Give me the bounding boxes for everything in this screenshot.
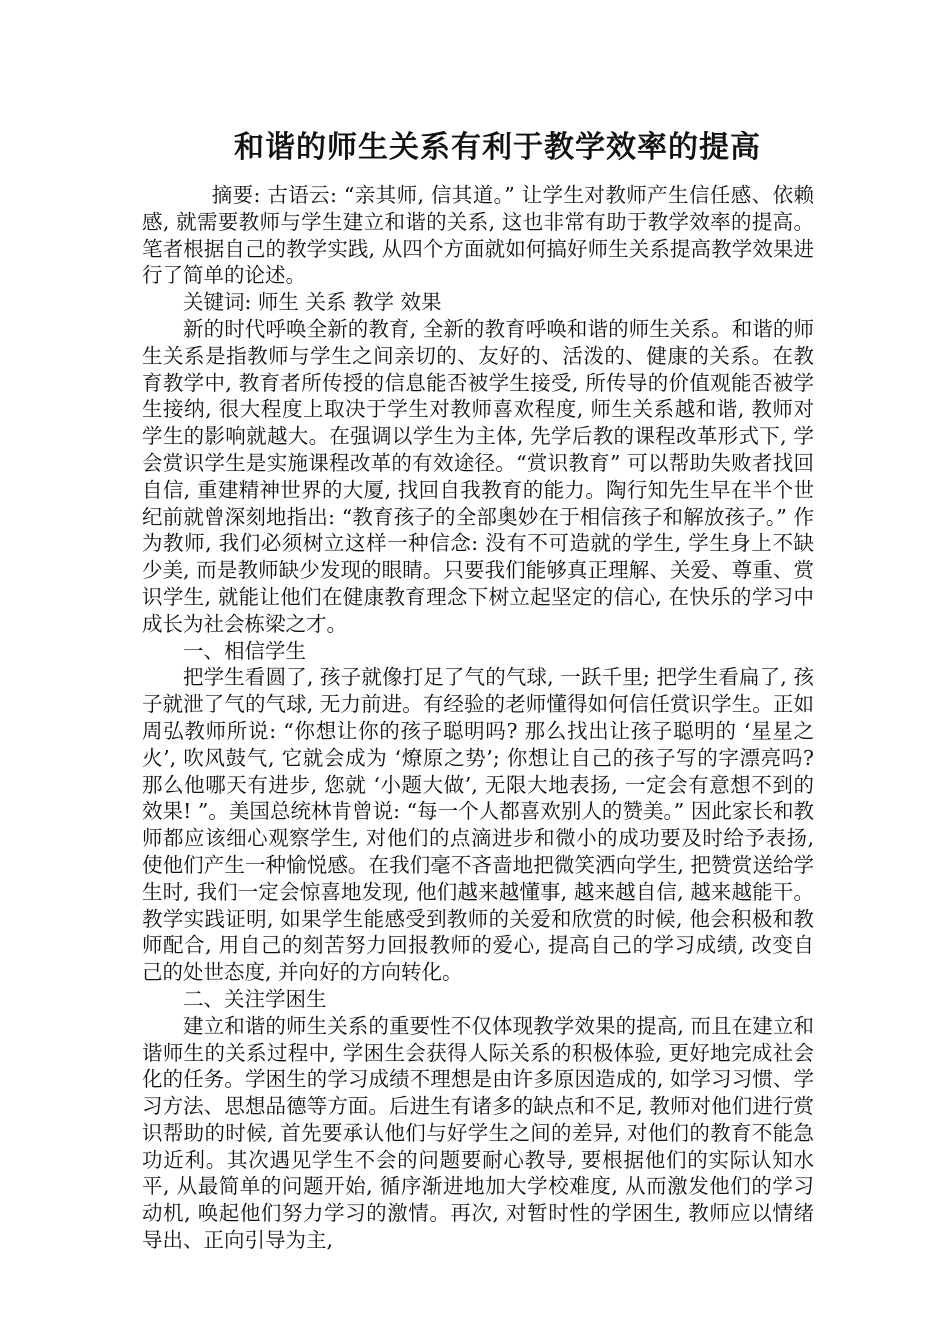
abstract-paragraph: 摘要: 古语云: “亲其师, 信其道。” 让学生对教师产生信任感、依赖感, 就需要教师与学生建立和谐的关系, 这也非常有助于教学效率的提高。笔者根据自己的教学实践, 从四个方面就如何搞好师生关系提高教学效果进行了简单的论述。 [142, 183, 814, 288]
section-2-heading: 二、关注学困生 [183, 986, 327, 1011]
section-2-paragraph: 建立和谐的师生关系的重要性不仅体现教学效果的提高, 而且在建立和谐师生的关系过程中, 学困生会获得人际关系的积极体验, 更好地完成社会化的任务。学困生的学习成绩不理想是由许多原因造成的, 如学习习惯、学习方法、思想品德等方面。后进生有诸多的缺点和不足, 教师对他们进行赏识帮助的时候, 首先要承认他们与好学生之间的差异, 对他们的教育不能急功近利。其次遇见学生不会的问题要耐心教导, 要根据他们的实际认知水平, 从最简单的问题开始, 循序渐进地加大学校难度, 从而激发他们的学习动机, 唤起他们努力学习的激情。再次, 对暂时性的学困生, 教师应以情绪导出、正向引导为主, [142, 1013, 814, 1253]
keywords-line: 关键词: 师生 关系 教学 效果 [183, 290, 442, 315]
section-1-heading: 一、相信学生 [183, 638, 306, 663]
section-1-paragraph: 把学生看圆了, 孩子就像打足了气的气球, 一跃千里; 把学生看扁了, 孩子就泄了气的气球, 无力前进。有经验的老师懂得如何信任赏识学生。正如周弘教师所说: “你想让你的孩子聪明吗? 那么找出让孩子聪明的 ‘星星之火’, 吹风鼓气, 它就会成为 ‘燎原之势’; 你想让自己的孩子写的字漂亮吗? 那么他哪天有进步, 您就 ‘小题大做’, 无限大地表扬, 一定会有意想不到的效果! ”。美国总统林肯曾说: “每一个人都喜欢别人的赞美。” 因此家长和教师都应该细心观察学生, 对他们的点滴进步和微小的成功要及时给予表扬, 使他们产生一种愉悦感。在我们毫不吝啬地把微笑洒向学生, 把赞赏送给学生时, 我们一定会惊喜地发现, 他们越来越懂事, 越来越自信, 越来越能干。教学实践证明, 如果学生能感受到教师的关爱和欣赏的时候, 他会积极和教师配合, 用自己的刻苦努力回报教师的爱心, 提高自己的学习成绩, 改变自己的处世态度, 并向好的方向转化。 [142, 665, 814, 985]
document-page [142, 126, 814, 1254]
document-title: 和谐的师生关系有利于教学效率的提高 [234, 130, 761, 165]
intro-paragraph: 新的时代呼唤全新的教育, 全新的教育呼唤和谐的师生关系。和谐的师生关系是指教师与学生之间亲切的、友好的、活泼的、健康的关系。在教育教学中, 教育者所传授的信息能否被学生接受, 所传导的价值观能否被学生接纳, 很大程度上取决于学生对教师喜欢程度, 师生关系越和谐, 教师对学生的影响就越大。在强调以学生为主体, 先学后教的课程改革形式下, 学会赏识学生是实施课程改革的有效途径。“赏识教育” 可以帮助失败者找回自信, 重建精神世界的大厦, 找回自我教育的能力。陶行知先生早在半个世纪前就曾深刻地指出: “教育孩子的全部奥妙在于相信孩子和解放孩子。” 作为教师, 我们必须树立这样一种信念: 没有不可造就的学生, 学生身上不缺少美, 而是教师缺少发现的眼睛。只要我们能够真正理解、关爱、尊重、赏识学生, 就能让他们在健康教育理念下树立起坚定的信心, 在快乐的学习中成长为社会栋梁之才。 [142, 316, 814, 636]
